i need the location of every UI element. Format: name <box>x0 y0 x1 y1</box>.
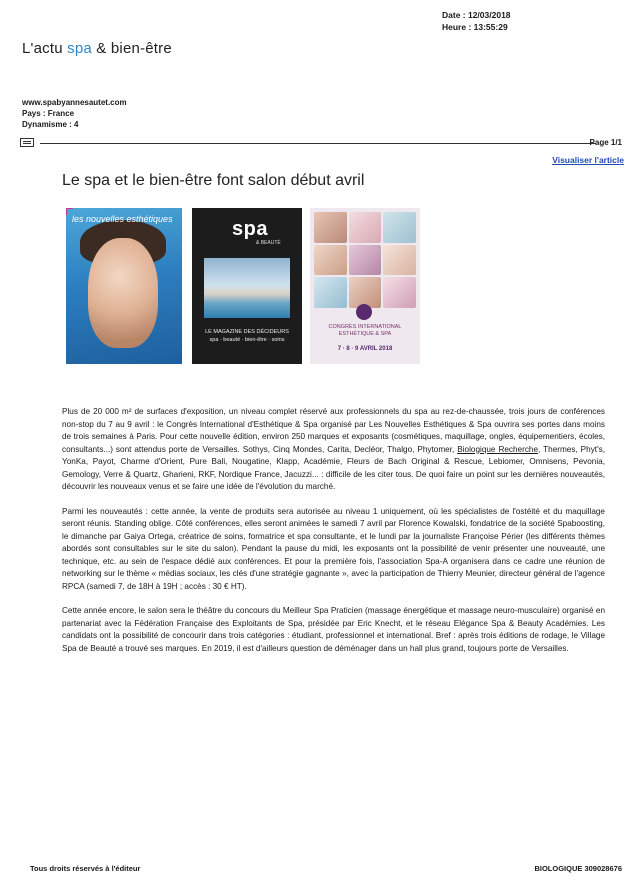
cover3-photo-grid <box>314 212 416 308</box>
cover3-text: CONGRÈS INTERNATIONAL ESTHÉTIQUE & SPA <box>328 324 402 337</box>
cover2-tagline-block <box>198 328 296 344</box>
article-paragraph-2: Parmi les nouveautés : cette année, la vente de produits sera autorisée au niveau 1 uniquement, où les spécialistes de l'ostéité et du maquillage seront réunis. Standing oblige. Côté conférences, elles seront animées le samedi 7 avril par Florence Kowalski, fondatrice de la société Spaboosting, le dimanche par Gaiya Ortega, créatrice de soins, formatrice et spa consultante, et le lundi par la journaliste Françoise Périer (les différents thèmes abordés sont consultables sur le site du salon). Pendant la pause du midi, les exposants ont la possibilité de venir présenter une nouveauté, une technique, etc. au sein de l'espace dédié aux conférences. Et pour la première fois, l'association Spa-A organisera dans ce cadre une réunion de networking sur le thème « médias sociaux, les clés d'une stratégie gagnante », avec la participation de Thierry Meunier, directeur général de l'agence RPCA (samedi 7, de 18H à 19H ; accès : 30 € HT). <box>62 506 605 591</box>
cover-spa-beaute <box>192 208 302 364</box>
cover-congres <box>310 208 420 364</box>
cover1-title: les nouvelles esthétiques <box>72 214 173 224</box>
source-website: www.spabyannesautet.com <box>22 98 127 107</box>
cover3-badge-icon <box>356 304 372 320</box>
brand-prefix: L'actu <box>22 40 68 57</box>
cover3-date: 7 · 8 · 9 AVRIL 2018 <box>337 346 393 352</box>
date-line: Date : 12/03/2018 <box>442 10 511 20</box>
cover2-logo-sub: & BEAUTÉ <box>256 240 281 246</box>
cover3-photo <box>383 245 416 276</box>
cover3-photo <box>383 277 416 308</box>
article-body <box>62 406 605 667</box>
cover2-tagline: LE MAGAZINE DES DÉCIDEURS <box>205 329 289 335</box>
paragraph-text: Plus de 20 000 m² de surfaces d'exposition, un niveau complet réservé aux professionnels du spa au rez-de-chaussée, trois jours de conférences non-stop du 7 au 9 avril : le Congrès International d'Esthétique & Spa organisé par Les Nouvelles Esthétiques & Spa ouvrira ses portes dans moins de trois semaines à Paris. Pour cette nouvelle édition, environ 250 marques et exposants (cosmétiques, maquillage, ongles, équipementiers, écoles, consultants...) sont attendus porte de Versailles. Sothys, Cinq Mondes, Carita, Decléor, Thalgo, Phytomer, <box>62 407 605 454</box>
article-paragraph-3: Cette année encore, le salon sera le théâtre du concours du Meilleur Spa Praticien (massage énergétique et massage neuro-musculaire) organisé en partenariat avec la Fédération Française des Exploitants de Spa, présidée par Eric Knecht, et le réseau Elégance Spa & Beauty Académies. Les candidats ont la possibilité de concourir dans trois catégories : étudiant, professionnel et international. Bref : après trois éditions de rodage, le Village Spa de Beauté a trouvé ses marques. En 2019, il est d'ailleurs question de déménager dans un hall plus grand, toujours porte de Versailles. <box>62 606 605 653</box>
cover3-photo <box>314 212 347 243</box>
document-icon <box>20 138 34 147</box>
page-number: Page 1/1 <box>589 138 622 147</box>
cover-face-shape <box>88 238 158 348</box>
cover3-photo <box>349 212 382 243</box>
footer-reference: BIOLOGIQUE 309028676 <box>534 864 622 873</box>
cover3-photo <box>314 277 347 308</box>
cover2-logo: spa <box>232 218 268 240</box>
article-headline: Le spa et le bien-être font salon début avril <box>62 172 365 189</box>
cover3-photo <box>349 245 382 276</box>
header-rule <box>20 138 624 150</box>
brand-link[interactable]: Biologique Recherche <box>457 444 539 454</box>
brand-accent: spa <box>67 40 92 57</box>
brand-suffix: & bien-être <box>91 40 172 57</box>
divider <box>40 143 596 144</box>
cover2-pool-photo <box>204 258 290 318</box>
source-country: Pays : France <box>22 109 75 118</box>
publication-brand <box>22 40 172 57</box>
cover3-photo <box>383 212 416 243</box>
time-line: Heure : 13:55:29 <box>442 22 508 32</box>
paragraph-text: , Thermes, Phyt's, YonKa, Payot, Charme d'Orient, Pure Bali, Nougatine, Klapp, Académie, Fleurs de Bach Original & Rescue, Lebiomer, Omnisens, Pevonia, Gemology, Verre & Quartz, Gharieni, RKF, Nordique France, Jacuzzi... : difficile de les citer tous. De quoi faire un point sur les dernières nouveautés, découvrir les nouveaux venus et se faire une idée de l'évolution du marché. <box>62 444 605 491</box>
source-dynamism: Dynamisme : 4 <box>22 120 79 129</box>
article-paragraph-1 <box>62 406 605 494</box>
cover2-tagline2: spa · beauté · bien-être · soins <box>209 337 285 343</box>
source-info <box>22 97 127 130</box>
footer-rights: Tous droits réservés à l'éditeur <box>30 864 141 873</box>
view-article-link[interactable]: Visualiser l'article <box>552 155 624 165</box>
date-time-block <box>442 9 511 33</box>
cover-nouvelles-esthetiques <box>66 208 182 364</box>
cover3-photo <box>314 245 347 276</box>
